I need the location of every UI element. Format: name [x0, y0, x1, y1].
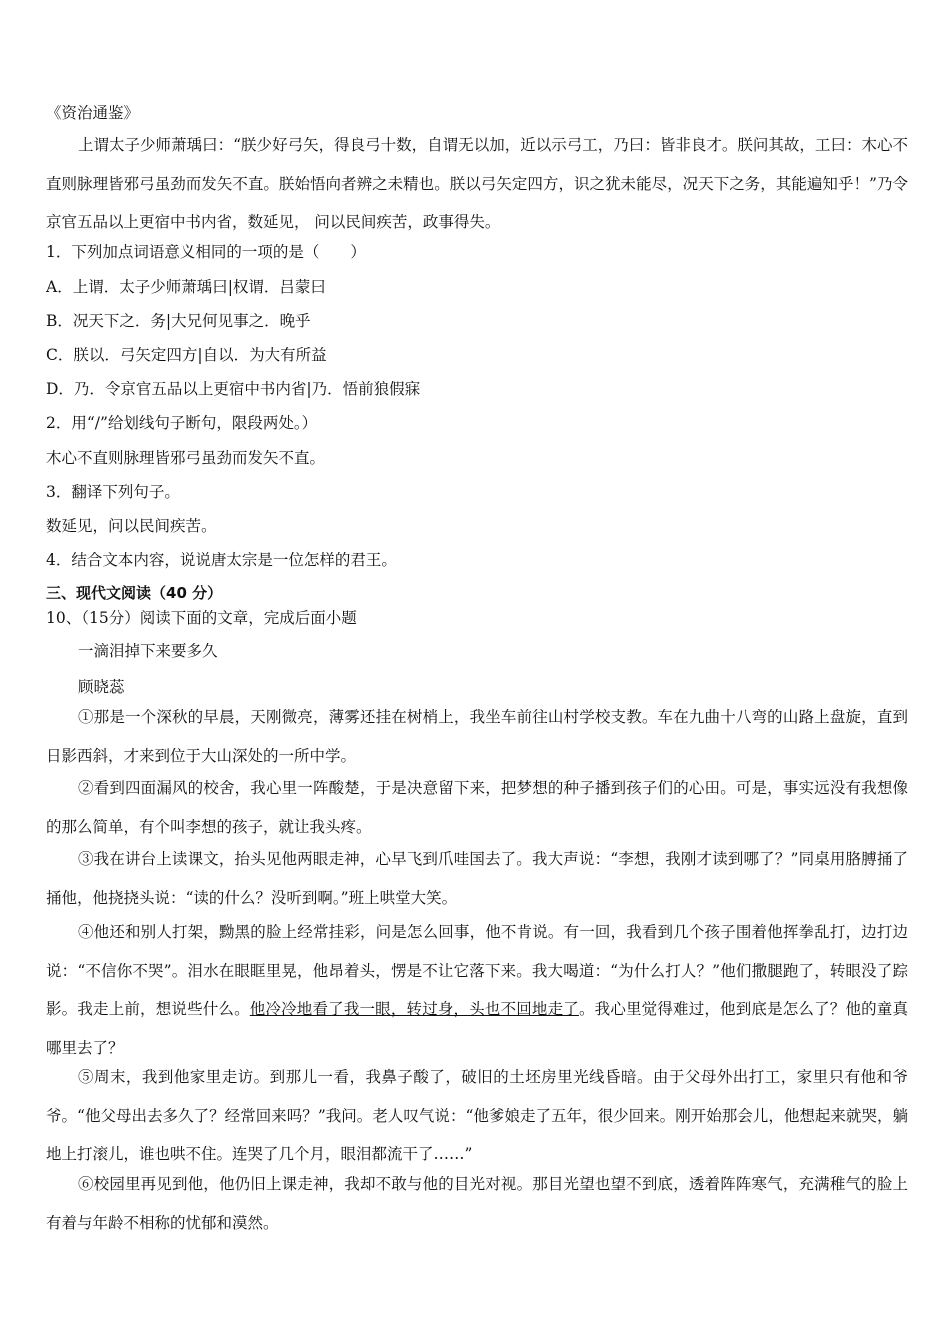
question-10: 10、（15分）阅读下面的文章，完成后面小题 [46, 609, 357, 627]
question-2-sentence: 木心不直则脉理皆邪弓虽劲而发矢不直。 [46, 449, 326, 467]
paragraph-6: ⑥校园里再见到他，他仍旧上课走神，我却不敢与他的目光对视。那目光望也望不到底，透着阵阵寒气，充满稚气的脸上有着与年龄不相称的忧郁和漠然。 [46, 1175, 908, 1232]
question-3: 3．翻译下列句子。 [46, 483, 180, 501]
article-title: 一滴泪掉下来要多久 [78, 642, 218, 660]
option-a: A．上谓．太子少师萧瑀曰|权谓．吕蒙曰 [46, 278, 326, 296]
option-b: B．况天下之．务|大兄何见事之．晚乎 [46, 312, 311, 330]
underlined-sentence: 他冷冷地看了我一眼，转过身，头也不回地走了 [249, 1000, 579, 1018]
question-4: 4．结合文本内容，说说唐太宗是一位怎样的君王。 [46, 551, 397, 569]
paragraph-3: ③我在讲台上读课文，抬头见他两眼走神，心早飞到爪哇国去了。我大声说：“李想，我刚才读到哪了？”同桌用胳膊捅了捅他，他挠挠头说：“读的什么？没听到啊。”班上哄堂大笑。 [46, 850, 908, 907]
paragraph-4 [46, 913, 908, 1067]
article-author: 顾晓蕊 [78, 678, 125, 696]
question-1: 1．下列加点词语意义相同的一项的是（ ） [46, 243, 366, 261]
paragraph-4-text-a: ④他还和别人打架，黝黑的脸上经常挂彩，问是怎么回事，他不肯说。有一回，我看到几个孩子围着他挥拳乱打，边打边说：“不信你不哭”。泪水在眼眶里晃，他昂着头，愣是不让它落下来。我大喝道：“为什么打人？”他们撒腿跑了，转眼没了踪影。我走上前，想说些什么。 [46, 923, 908, 1018]
question-2: 2．用“/”给划线句子断句，限段两处。） [46, 414, 318, 432]
question-3-sentence: 数延见，问以民间疾苦。 [46, 517, 217, 535]
option-c: C．朕以．弓矢定四方|自以．为大有所益 [46, 346, 327, 364]
paragraph-5: ⑤周末，我到他家里走访。到那儿一看，我鼻子酸了，破旧的土坯房里光线昏暗。由于父母外出打工，家里只有他和爷爷。“他父母出去多久了？经常回来吗？”我问。老人叹气说：“他爹娘走了五年，很少回来。刚开始那会儿，他想起来就哭，躺地上打滚儿，谁也哄不住。连哭了几个月，眼泪都流干了……” [46, 1068, 908, 1163]
option-d: D．乃．令京官五品以上更宿中书内省|乃．悟前狼假寐 [46, 380, 421, 398]
source-title: 《资治通鉴》 [46, 104, 140, 122]
paragraph-2: ②看到四面漏风的校舍，我心里一阵酸楚，于是决意留下来，把梦想的种子播到孩子们的心田。可是，事实远没有我想像的那么简单，有个叫李想的孩子，就让我头疼。 [46, 779, 908, 836]
paragraph-1: ①那是一个深秋的早晨，天刚微亮，薄雾还挂在树梢上，我坐车前往山村学校支教。车在九曲十八弯的山路上盘旋，直到日影西斜，才来到位于大山深处的一所中学。 [46, 708, 908, 765]
classical-passage: 上谓太子少师萧瑀曰：“朕少好弓矢，得良弓十数，自谓无以加，近以示弓工，乃曰：皆非良才。朕问其故，工曰：木心不直则脉理皆邪弓虽劲而发矢不直。朕始悟向者辨之未精也。朕以弓矢定四方，识之犹未能尽，况天下之务，其能遍知乎！”乃令京官五品以上更宿中书内省，数延见， 问以民间疾苦，政事得失。 [46, 136, 908, 231]
section-heading: 三、现代文阅读（40 分） [46, 584, 223, 602]
paragraph-4-text-b: 。我心里觉得难过，他到底是怎么了？他的童真哪里去了？ [46, 1000, 908, 1057]
